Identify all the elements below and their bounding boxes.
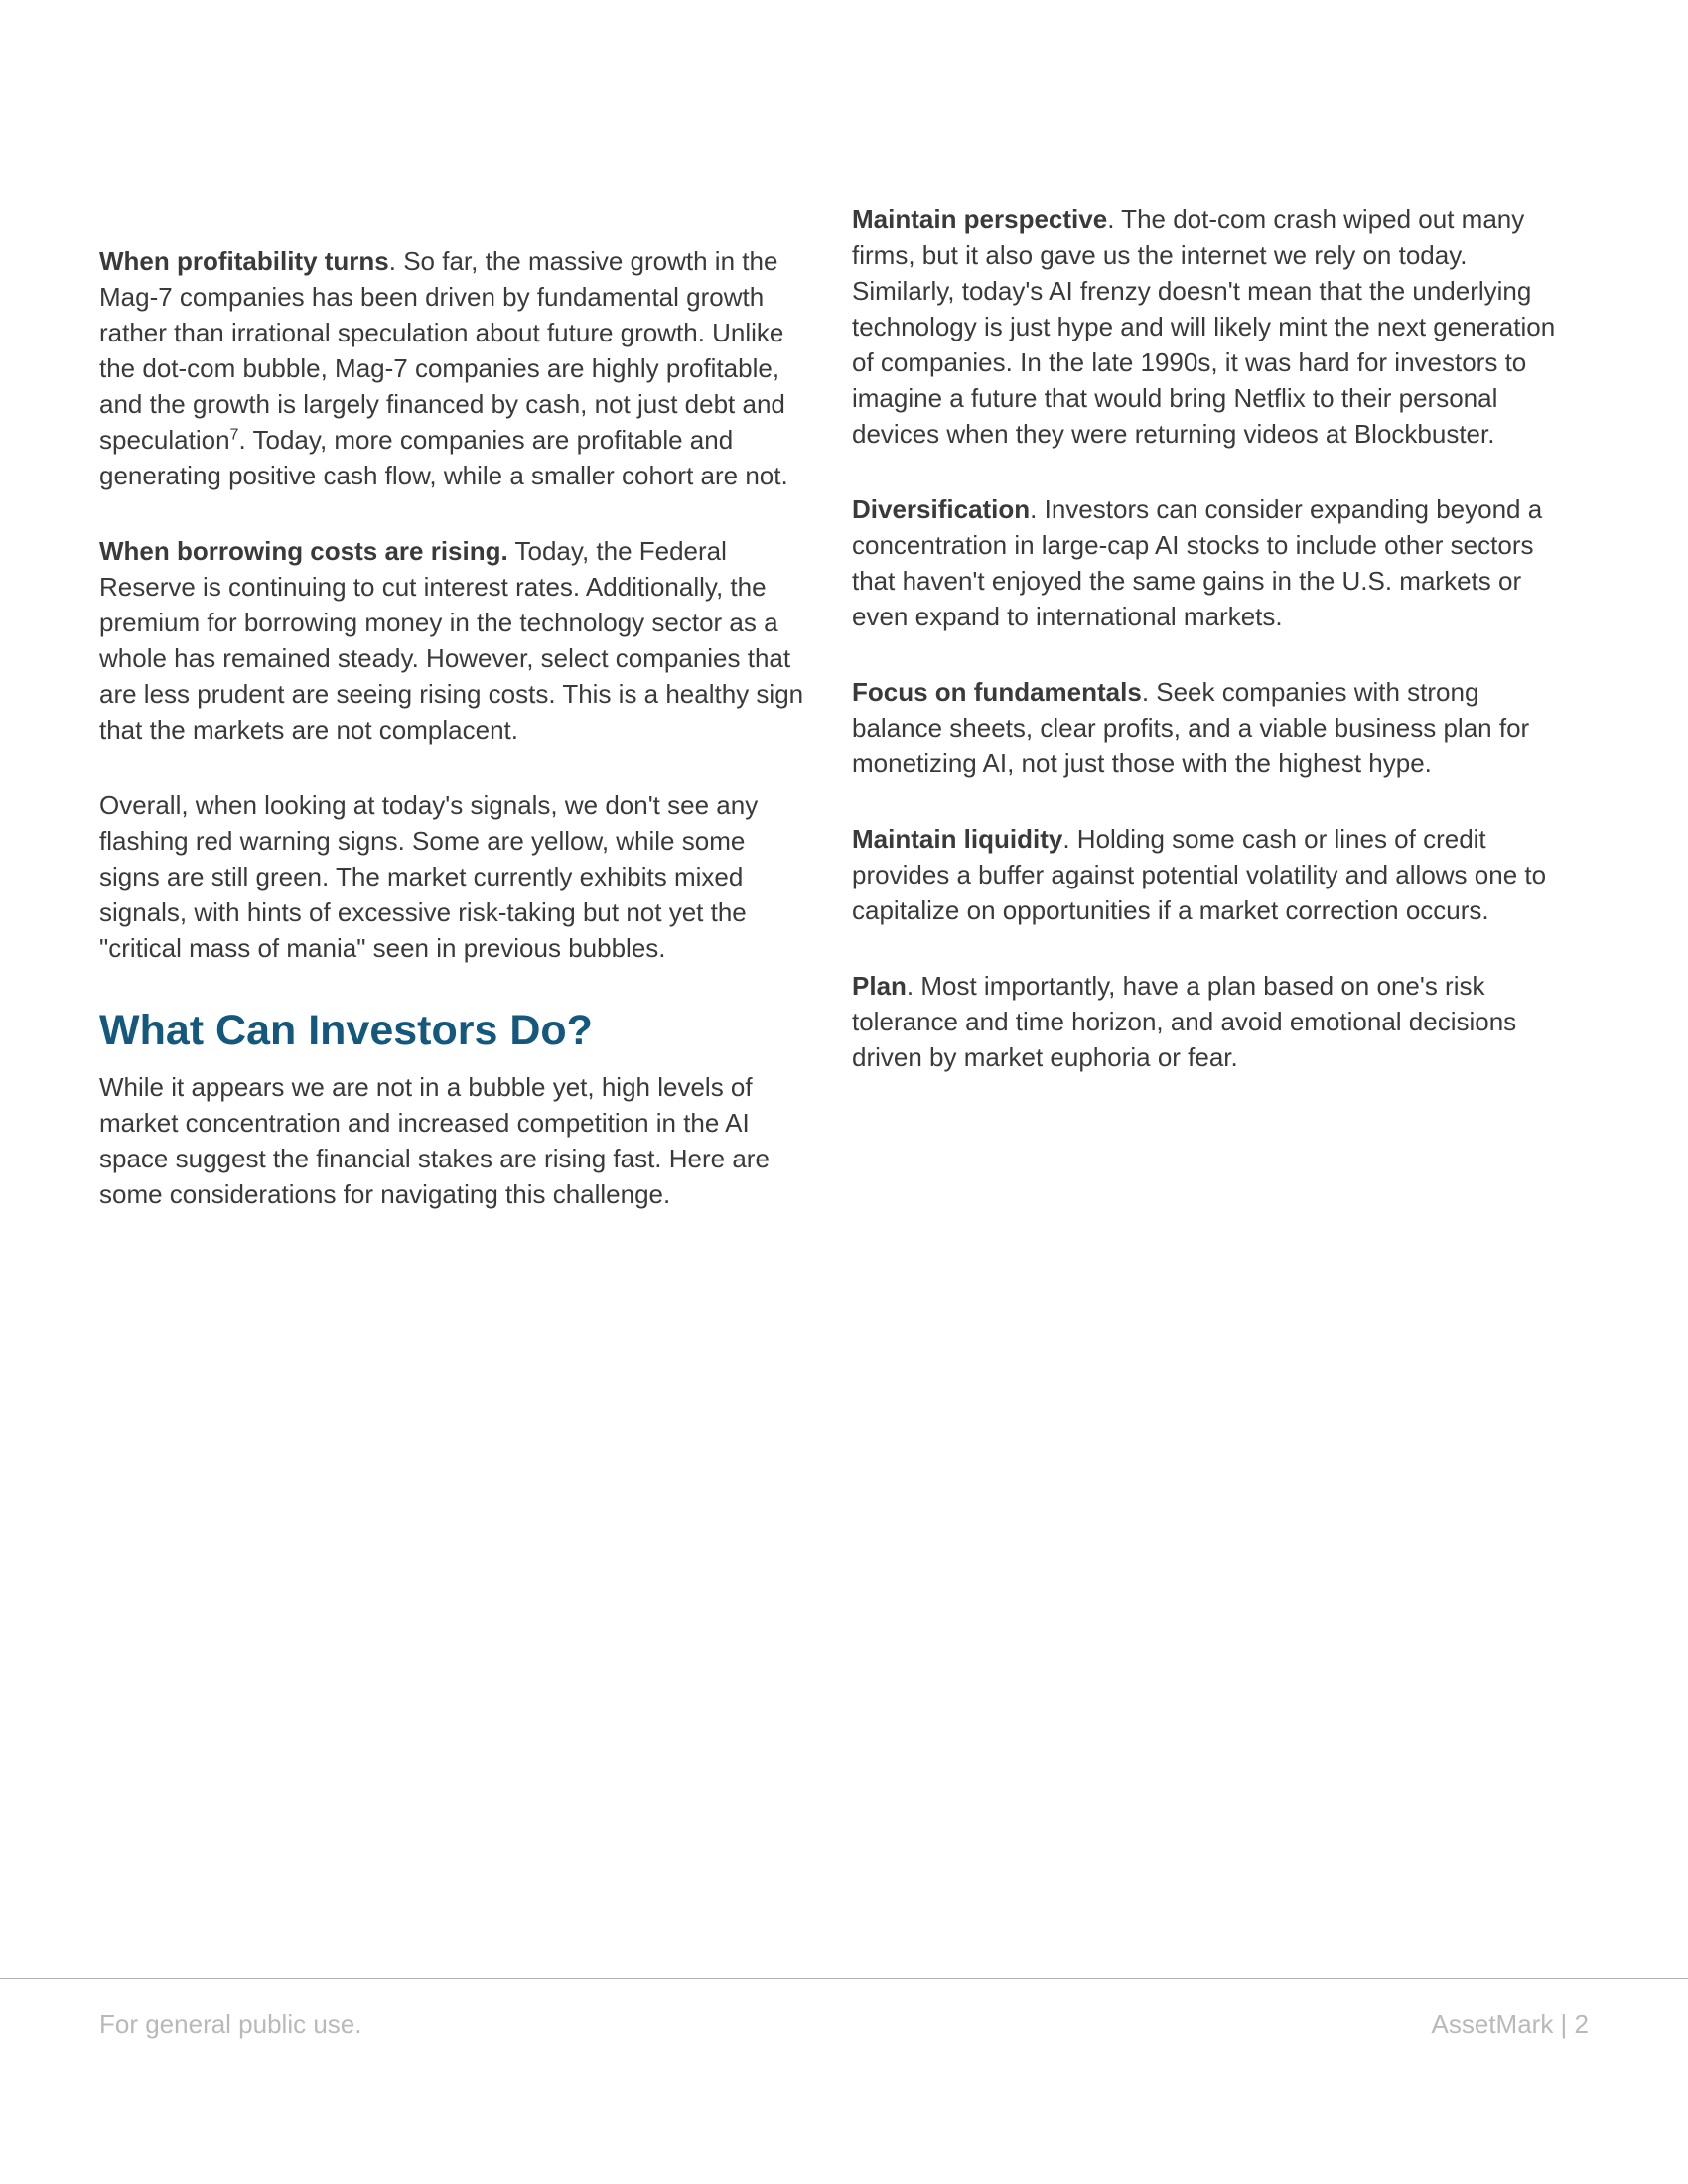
paragraph-profitability-turns [99, 243, 812, 493]
paragraph-body: Today, the Federal Reserve is continuing to cut interest rates. Additionally, the premium for borrowing money in the technology sector as a whole has remained steady. However, select companies that are less prudent are seeing rising costs. This is a healthy sign that the markets are not complacent. [99, 536, 804, 745]
left-column [99, 0, 812, 1212]
paragraph-body: . So far, the massive growth in the Mag-7 companies has been driven by fundamental growth rather than irrational speculation about future growth. Unlike the dot-com bubble, Mag-7 companies are highly profitable, and the growth is largely financed by cash, not just debt and speculation [99, 246, 785, 455]
right-column [852, 0, 1562, 1075]
paragraph-body: . Seek companies with strong balance sheets, clear profits, and a viable business plan for monetizing AI, not just those with the highest hype. [852, 677, 1530, 778]
paragraph-lead: Plan [852, 971, 907, 1001]
paragraph-lead: When borrowing costs are rising. [99, 536, 508, 566]
section-heading-what-can-investors-do: What Can Investors Do? [99, 1007, 593, 1054]
paragraph-diversification [852, 491, 1562, 634]
paragraph-body: While it appears we are not in a bubble yet, high levels of market concentration and increased competition in the AI space suggest the financial stakes are rising fast. Here are some considerations for navigating this challenge. [99, 1072, 770, 1209]
paragraph-body: . Investors can consider expanding beyond a concentration in large-cap AI stocks to include other sectors that haven't enjoyed the same gains in the U.S. markets or even expand to international markets. [852, 494, 1543, 631]
paragraph-plan [852, 968, 1562, 1075]
footnote-marker-7: 7 [229, 425, 239, 444]
footer-disclaimer: For general public use. [99, 2009, 362, 2039]
paragraph-borrowing-costs [99, 533, 812, 748]
paragraph-body: . Holding some cash or lines of credit provides a buffer against potential volatility and allows one to capitalize on opportunities if a market correction occurs. [852, 824, 1547, 925]
paragraph-maintain-perspective [852, 202, 1562, 452]
footer-brand-page-number: AssetMark | 2 [1431, 2009, 1589, 2039]
paragraph-lead: Diversification [852, 494, 1031, 524]
page-footer [0, 1978, 1688, 2040]
paragraph-body: . Most importantly, have a plan based on one's risk tolerance and time horizon, and avoid emotional decisions driven by market euphoria or fear. [852, 971, 1517, 1072]
paragraph-body: . The dot-com crash wiped out many firms, but it also gave us the internet we rely on today. Similarly, today's AI frenzy doesn't mean that the underlying technology is just hype and will likely mint the next generation of companies. In the late 1990s, it was hard for investors to imagine a future that would bring Netflix to their personal devices when they were returning videos at Blockbuster. [852, 205, 1556, 449]
paragraph-body-continued: . Today, more companies are profitable and generating positive cash flow, while a smaller cohort are not. [99, 425, 788, 490]
paragraph-lead: Maintain liquidity [852, 824, 1063, 854]
paragraph-focus-on-fundamentals [852, 674, 1562, 781]
footer-content [99, 1979, 1589, 2040]
paragraph-lead: When profitability turns [99, 246, 389, 276]
paragraph-heading-intro [99, 1069, 812, 1212]
paragraph-lead: Focus on fundamentals [852, 677, 1142, 707]
paragraph-maintain-liquidity [852, 821, 1562, 928]
paragraph-overall-signals [99, 787, 812, 966]
paragraph-body: Overall, when looking at today's signals, we don't see any flashing red warning signs. Some are yellow, while some signs are still green. The market currently exhibits mixed signals, with hints of excessive risk-taking but not yet the "critical mass of mania" seen in previous bubbles. [99, 790, 759, 963]
paragraph-lead: Maintain perspective [852, 205, 1108, 234]
